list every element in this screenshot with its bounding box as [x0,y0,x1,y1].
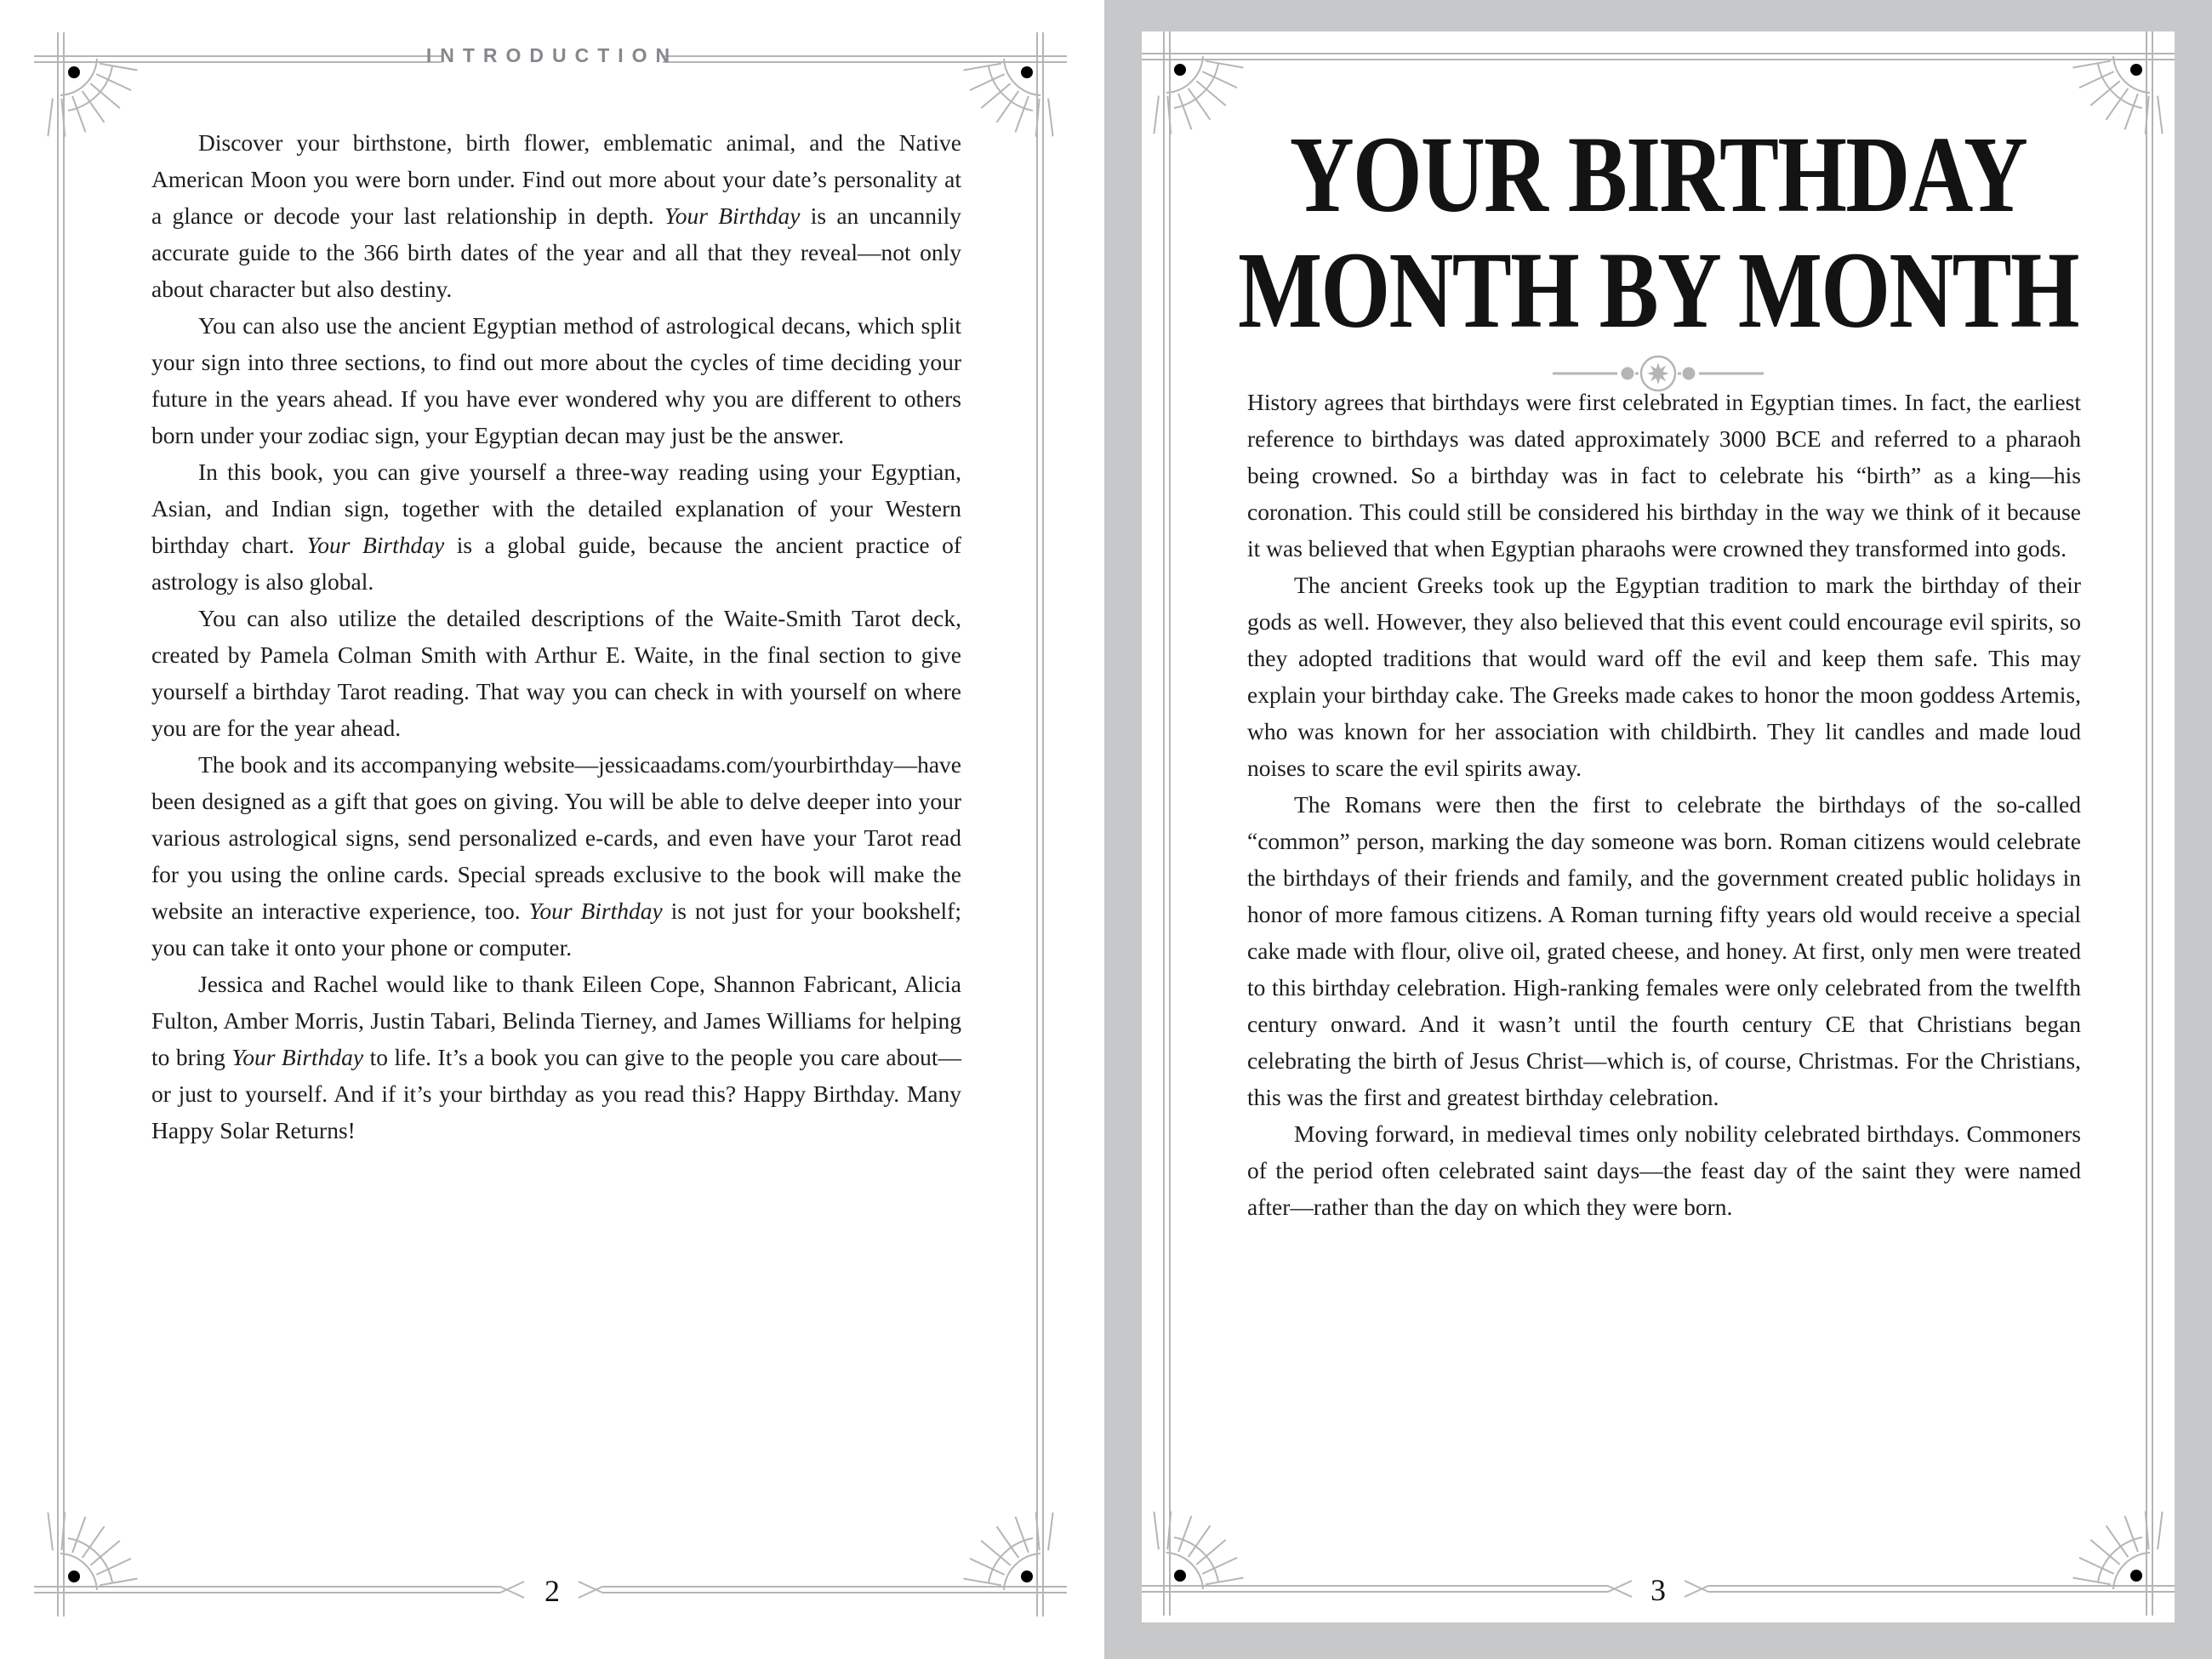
paragraph [151,746,961,966]
paragraph [1247,786,2081,1115]
text-run: is not just for your bookshelf; you can take it onto your phone or computer. [151,898,961,961]
chapter-title-line1: YOUR BIRTHDAY [1289,114,2027,235]
text-run: Discover your birthstone, birth flower, emblematic animal, and the Native American Moon you were born under. Find out more about your date’s personality at a glance or decode your last relationship in depth. [151,129,961,229]
text-run: Moving forward, in medieval times only nobility celebrated birthdays. Commoners of the period often celebrated saint days—the feast day of the saint they were named after—rather than the day on which they were born. [1247,1120,2081,1220]
paragraph [151,453,961,600]
text-run: Jessica and Rachel would like to thank Eileen Cope, Shannon Fabricant, Alicia Fulton, Amber Morris, Justin Tabari, Belinda Tierney, and James Williams for helping to bring [151,971,961,1070]
right-page-body [1247,384,2081,1225]
text-run: You can also use the ancient Egyptian method of astrological decans, which split your sign into three sections, to find out more about the cycles of time deciding your future in the years ahead. If you have ever wondered why you are different to others born under your zodiac sign, your Egyptian decan may just be the answer. [151,312,961,448]
page-number-left: 2 [544,1574,560,1608]
text-run: to life. It’s a book you can give to the people you care about—or just to yourself. And if it’s your birthday as you read this? Happy Birthday. Many Happy Solar Returns! [151,1044,961,1143]
italic-text-run: Your Birthday [231,1044,364,1070]
text-run: The Romans were then the first to celebrate the birthdays of the so-called “common” person, marking the day someone was born. Roman citizens would celebrate the birthdays of their friends and family, and the government created public holidays in honor of more famous citizens. A Roman turning fifty years old would receive a special cake made with flour, olive oil, grated cheese, and honey. At first, only men were treated to this birthday celebration. High-ranking females were only celebrated from the twelfth century onward. And it wasn’t until the fourth century CE that Christians began celebrating the birth of Jesus Christ—which is, of course, Christmas. For the Christians, this was the first and greatest birthday celebration. [1247,791,2081,1110]
text-run: The ancient Greeks took up the Egyptian tradition to mark the birthday of their gods as well. However, they also believed that this event could encourage evil spirits, so they adopted traditions that would ward off the evil and keep them safe. This may explain your birthday cake. The Greeks made cakes to honor the moon goddess Artemis, who was known for her association with childbirth. They lit candles and made loud noises to scare the evil spirits away. [1247,572,2081,781]
paragraph [1247,384,2081,567]
left-page-body [151,124,961,1149]
text-run: is a global guide, because the ancient practice of astrology is also global. [151,532,961,595]
paragraph [151,966,961,1149]
right-page [1142,31,2175,1622]
paragraph [151,600,961,746]
text-run: You can also utilize the detailed descriptions of the Waite-Smith Tarot deck, created by Pamela Colman Smith with Arthur E. Waite, in the final section to give yourself a birthday Tarot reading. That way you can check in with yourself on where you are for the year ahead. [151,605,961,741]
paragraph [151,307,961,453]
italic-text-run: Your Birthday [306,532,445,558]
paragraph [1247,567,2081,786]
text-run: In this book, you can give yourself a three-way reading using your Egyptian, Asian, and Indian sign, together with the detailed explanation of your Western birthday chart. [151,459,961,558]
text-run: History agrees that birthdays were first celebrated in Egyptian times. In fact, the earliest reference to birthdays was dated approximately 3000 BCE and referred to a pharaoh being crowned. So a birthday was in fact to celebrate his “birth” as a king—his coronation. This could still be considered his birthday in the way we think of it because it was believed that when Egyptian pharaohs were crowned they transformed into gods. [1247,389,2081,562]
italic-text-run: Your Birthday [528,898,663,924]
chapter-title-line2: MONTH BY MONTH [1238,230,2078,351]
italic-text-run: Your Birthday [664,202,801,229]
page-number-right: 3 [1650,1573,1666,1607]
left-page [0,0,1104,1659]
paragraph [1247,1115,2081,1225]
text-run: The book and its accompanying website—jessicaadams.com/yourbirthday—have been designed as a gift that goes on giving. You will be able to delve deeper into your various astrological signs, send personalized e-cards, and even have your Tarot read for you using the online cards. Special spreads exclusive to the book will make the website an interactive experience, too. [151,751,961,924]
chapter-title [1234,114,2081,351]
running-header: INTRODUCTION [425,44,679,66]
text-run: is an uncannily accurate guide to the 366 birth dates of the year and all that they reveal—not only about character but also destiny. [151,202,961,302]
paragraph [151,124,961,307]
